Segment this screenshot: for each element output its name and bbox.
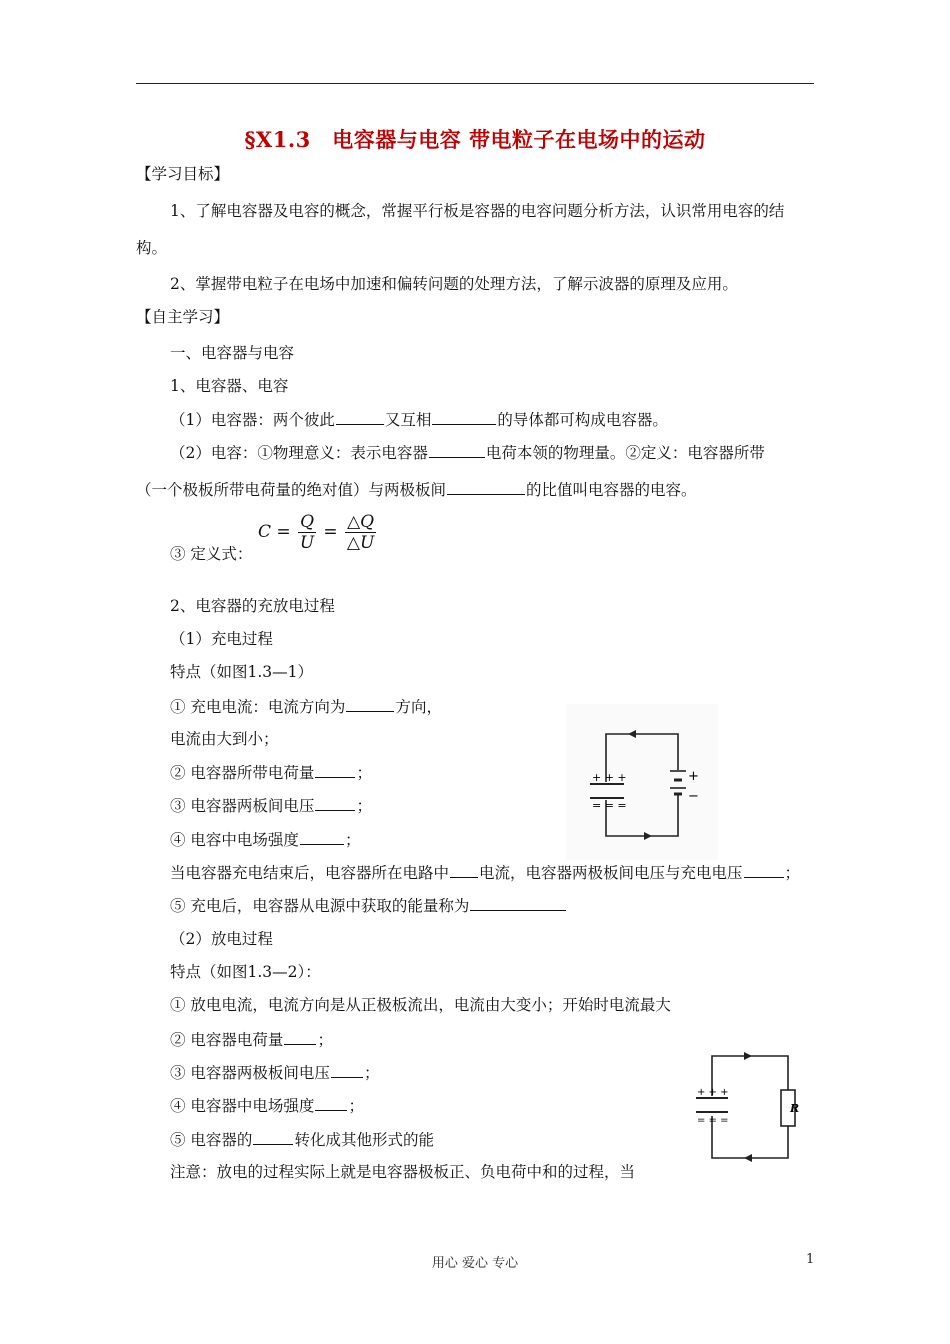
header-rule (136, 83, 814, 84)
text-segment: 当电容器充电结束后，电容器所在电路中 (170, 864, 450, 882)
blank-underline (315, 795, 355, 811)
formula-equals: = (323, 522, 338, 542)
capacitor-minus-charges: = = = (697, 1115, 729, 1126)
text-segment: ； (356, 797, 372, 815)
battery-plus-sign: + (688, 769, 699, 784)
body-line-23 (170, 1129, 434, 1150)
body-line-7: 2、电容器的充放电过程 (170, 597, 335, 615)
capacitance-formula (258, 512, 378, 553)
text-segment: 方向， (395, 698, 442, 716)
body-line-4 (170, 442, 765, 463)
formula-equals: = (276, 522, 291, 542)
text-segment: ④ 电容器中电场强度 (170, 1097, 315, 1115)
body-line-17: （2）放电过程 (170, 930, 273, 948)
goals-header: 【学习目标】 (136, 165, 230, 183)
blank-underline (315, 762, 355, 778)
text-segment: 电荷本领的物理量。②定义：电容器所带 (485, 444, 765, 462)
blank-underline (253, 1129, 293, 1145)
resistor-label: R (790, 1102, 800, 1115)
blank-underline (300, 829, 344, 845)
body-line-9: 特点（如图1.3—1） (170, 663, 314, 681)
text-segment: ； (348, 1097, 364, 1115)
fraction-q-over-u (298, 512, 316, 553)
blank-underline (336, 409, 384, 425)
text-segment: 电流，电容器两极板间电压与充电电压 (479, 864, 743, 882)
blank-underline (450, 862, 478, 878)
blank-underline (429, 442, 485, 458)
body-line-2: 1、电容器、电容 (170, 377, 289, 395)
capacitor-plus-charges: + + + (592, 771, 627, 784)
blank-underline (284, 1029, 316, 1045)
goal-1-line-a: 1、了解电容器及电容的概念，常握平行板是容器的电容问题分析方法，认识常用电容的结 (170, 202, 785, 220)
blank-underline (331, 1062, 363, 1078)
text-segment: （一个极板所带电荷量的绝对值）与两极板间 (136, 481, 447, 499)
numerator-dq: △Q (347, 512, 375, 532)
blank-underline (470, 895, 566, 911)
denominator-du: △U (346, 533, 375, 553)
capacitor-plus-charges: + + + (697, 1087, 729, 1098)
page-title: §X1.3 电容器与电容 带电粒子在电场中的运动 (244, 127, 706, 152)
page-number: 1 (806, 1252, 815, 1267)
goal-2-line: 2、掌握带电粒子在电场中加速和偏转问题的处理方法，了解示波器的原理及应用。 (170, 275, 738, 293)
body-line-22 (170, 1095, 364, 1116)
footer-slogan: 用心 爱心 专心 (431, 1256, 519, 1271)
text-segment: ； (317, 1031, 333, 1049)
discharging-circuit-figure (692, 1050, 808, 1164)
body-line-19: ① 放电电流，电流方向是从正极板流出，电流由大变小；开始时电流最大 (170, 996, 671, 1014)
body-line-24: 注意：放电的过程实际上就是电容器极板正、负电荷中和的过程，当 (170, 1163, 636, 1181)
blank-underline (315, 1095, 347, 1111)
body-line-12 (170, 762, 372, 783)
body-line-8: （1）充电过程 (170, 630, 273, 648)
capacitor-minus-charges: = = = (592, 799, 627, 812)
text-segment: ； (356, 764, 372, 782)
body-line-6: ③ 定义式： (170, 545, 253, 563)
text-segment: ③ 电容器两极板间电压 (170, 1064, 330, 1082)
body-line-11: 电流由大到小； (170, 730, 279, 748)
text-segment: 的比值叫电容器的电容。 (526, 481, 697, 499)
text-segment: ① 充电电流：电流方向为 (170, 698, 346, 716)
body-line-15 (170, 862, 800, 883)
body-line-18: 特点（如图1.3—2）： (170, 963, 321, 981)
self-study-header: 【自主学习】 (136, 308, 230, 326)
body-line-16 (170, 895, 567, 916)
text-segment: 又互相 (384, 411, 432, 429)
text-segment: ② 电容器电荷量 (170, 1031, 284, 1049)
body-line-14 (170, 829, 360, 850)
body-line-20 (170, 1029, 333, 1050)
body-line-13 (170, 795, 372, 816)
body-line-1: 一、电容器与电容 (170, 344, 295, 362)
denominator-u: U (299, 533, 315, 553)
blank-underline (447, 479, 525, 495)
fraction-dq-over-du (345, 512, 376, 553)
goal-1-line-b: 构。 (136, 239, 168, 257)
text-segment: （1）电容器：两个彼此 (170, 411, 335, 429)
text-segment: ④ 电容中电场强度 (170, 831, 299, 849)
arrow-left-icon (744, 1154, 752, 1162)
arrow-right-icon (744, 1052, 752, 1060)
body-line-21 (170, 1062, 379, 1083)
blank-underline (346, 696, 394, 712)
battery-minus-sign: − (688, 789, 699, 804)
body-line-5 (136, 479, 697, 500)
body-line-3 (170, 409, 668, 430)
text-segment: ⑤ 充电后，电容器从电源中获取的能量称为 (170, 897, 470, 915)
text-segment: ③ 电容器两板间电压 (170, 797, 315, 815)
text-segment: 转化成其他形式的能 (294, 1131, 434, 1149)
charging-circuit-figure (566, 704, 718, 860)
text-segment: ； (784, 864, 801, 882)
text-segment: ； (344, 831, 361, 849)
text-segment: 的导体都可构成电容器。 (497, 411, 668, 429)
blank-underline (744, 862, 784, 878)
text-segment: ； (363, 1064, 380, 1082)
text-segment: ② 电容器所带电荷量 (170, 764, 315, 782)
text-segment: （2）电容：①物理意义：表示电容器 (170, 444, 428, 462)
formula-c: C (258, 522, 272, 542)
numerator-q: Q (300, 512, 315, 532)
blank-underline (432, 409, 496, 425)
text-segment: ⑤ 电容器的 (170, 1131, 253, 1149)
body-line-10 (170, 696, 442, 717)
